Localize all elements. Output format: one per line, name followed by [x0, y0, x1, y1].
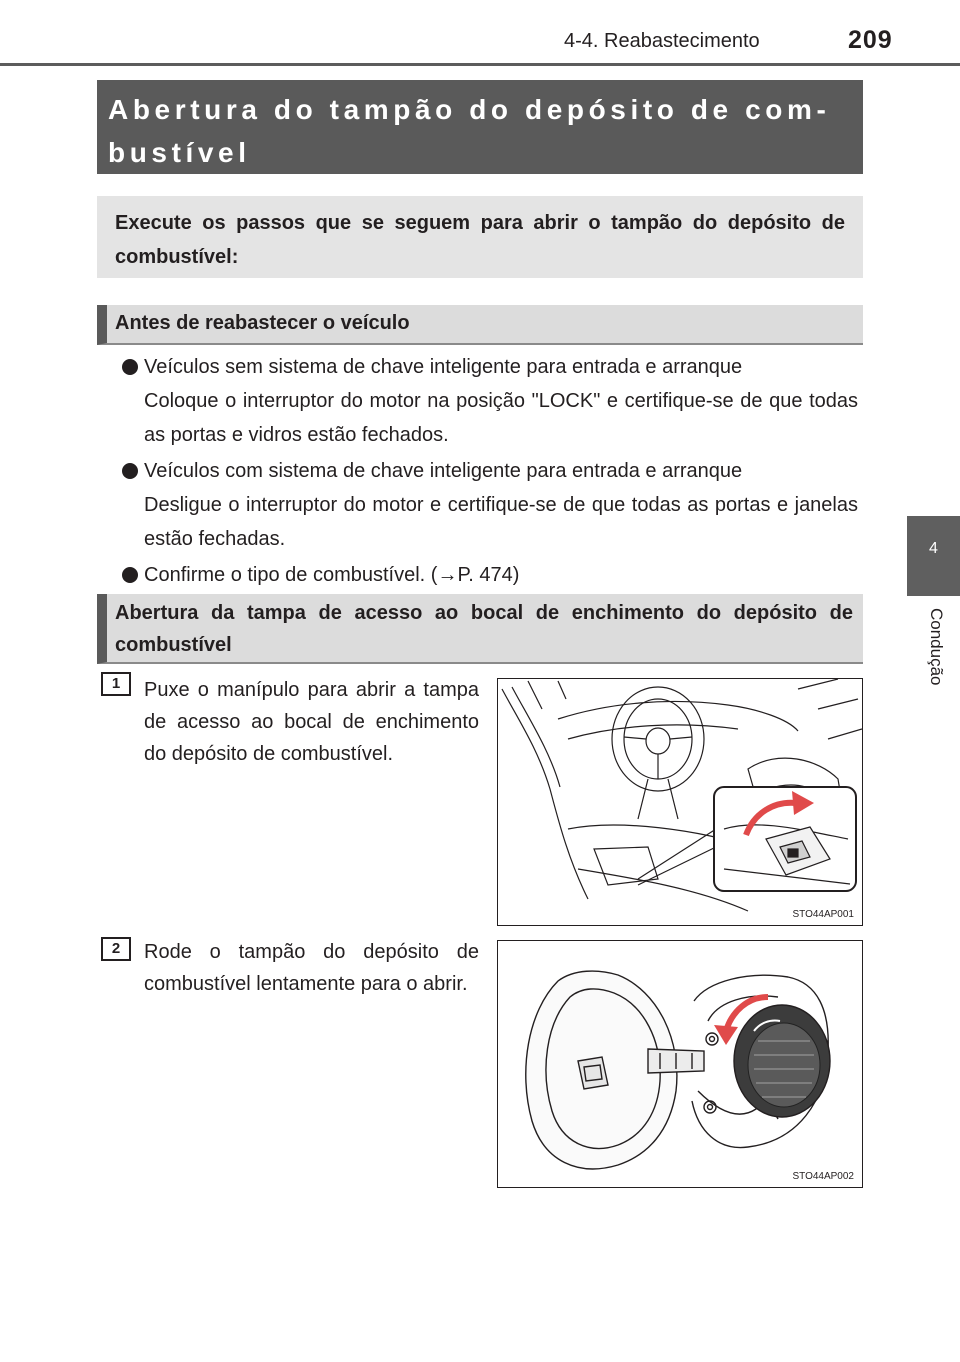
car-interior-illustration [498, 679, 863, 926]
bullet-body: Coloque o interruptor do motor na posição "LOCK" e certifique-se de que todas as portas e vidros estão fechados. [144, 390, 858, 446]
figure-fuel-door-lever [497, 678, 863, 926]
bullet-list [122, 350, 858, 594]
subheading-opening-flap [97, 594, 863, 664]
bullet-title: Confirme o tipo de combustível. (→P. 474) [144, 564, 520, 586]
page-title-line1: Abertura do tampão do depósito de com- [108, 94, 831, 125]
step-text: Puxe o manípulo para abrir a tampa de acesso ao bocal de enchimento do depósito de combustível. [144, 679, 479, 765]
intro-text: Execute os passos que se seguem para abrir o tampão do depósito de combustível: [115, 212, 845, 268]
header-section-title: 4-4. Reabastecimento [564, 30, 760, 52]
list-item [122, 350, 858, 452]
step-text: Rode o tampão do depósito de combustível lentamente para o abrir. [144, 941, 479, 995]
fuel-cap-illustration [498, 941, 863, 1188]
page-title [108, 88, 851, 174]
bullet-body: Desligue o interruptor do motor e certifique-se de que todas as portas e janelas estão fechadas. [144, 494, 858, 550]
page-title-box [97, 80, 863, 174]
chapter-tab-label-wrap [918, 608, 948, 708]
header-rule [0, 63, 960, 66]
list-item [122, 454, 858, 556]
bullet-icon [122, 359, 138, 375]
bullet-icon [122, 567, 138, 583]
list-item [122, 558, 858, 592]
subheading-before-refuel [97, 305, 863, 345]
figure-code: STO44AP002 [792, 1171, 854, 1182]
intro-box [97, 196, 863, 278]
page-number: 209 [848, 26, 893, 54]
bullet-title: Veículos sem sistema de chave inteligente para entrada e arranque [144, 356, 743, 378]
chapter-tab-number: 4 [929, 540, 938, 557]
figure-fuel-cap [497, 940, 863, 1188]
step-number-badge: 1 [101, 672, 131, 696]
step-number-badge: 2 [101, 937, 131, 961]
page-title-line2: bustível [108, 137, 251, 168]
bullet-icon [122, 463, 138, 479]
figure-code: STO44AP001 [792, 909, 854, 920]
subheading-opening-flap-text: Abertura da tampa de acesso ao bocal de enchimento do depósito de combustível [115, 602, 853, 656]
bullet-title: Veículos com sistema de chave inteligente para entrada e arranque [144, 460, 743, 482]
subheading-before-refuel-text: Antes de reabastecer o veículo [115, 312, 410, 334]
chapter-tab-label: Condução [927, 608, 946, 686]
